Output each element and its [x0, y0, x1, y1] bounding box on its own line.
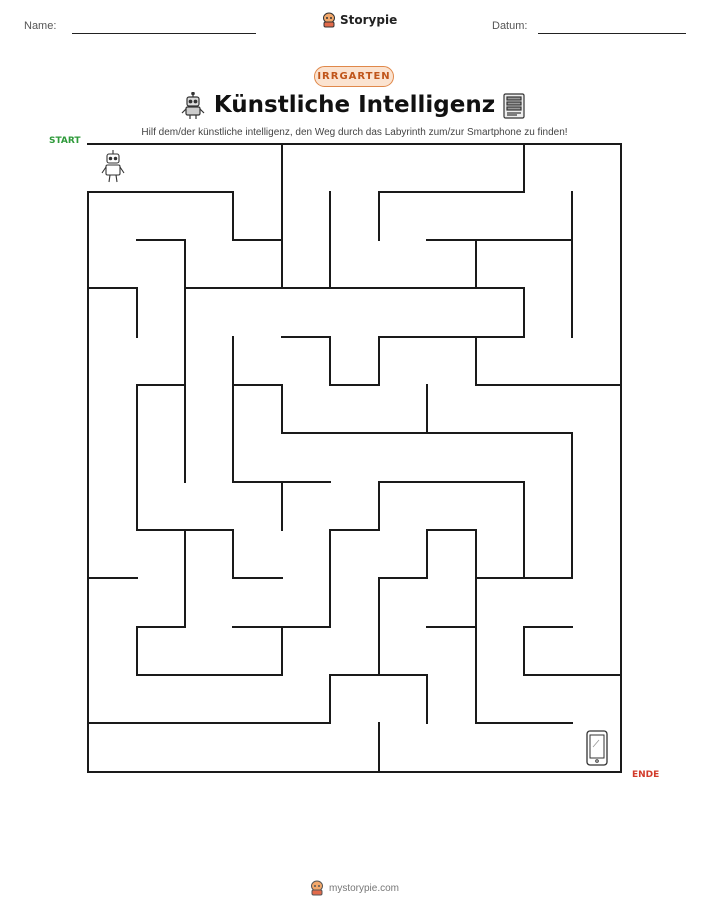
category-badge: IRRGARTEN — [314, 66, 394, 87]
end-label: ENDE — [632, 770, 660, 780]
page-title: Künstliche Intelligenz — [213, 92, 496, 118]
maze-walls — [88, 144, 621, 772]
start-label: START — [49, 136, 81, 146]
name-label: Name: — [24, 20, 57, 32]
footer — [0, 880, 709, 896]
date-label: Datum: — [492, 20, 528, 32]
brand-name: Storypie — [340, 13, 398, 27]
storypie-logo-icon — [310, 880, 324, 896]
smartphone-icon — [586, 730, 608, 766]
robot-icon — [100, 150, 126, 184]
instructions: Hilf dem/der künstliche intelligenz, den Weg durch das Labyrinth zum/zur Smartphone zu finden! — [141, 127, 568, 138]
footer-url[interactable]: mystorypie.com — [328, 882, 399, 894]
